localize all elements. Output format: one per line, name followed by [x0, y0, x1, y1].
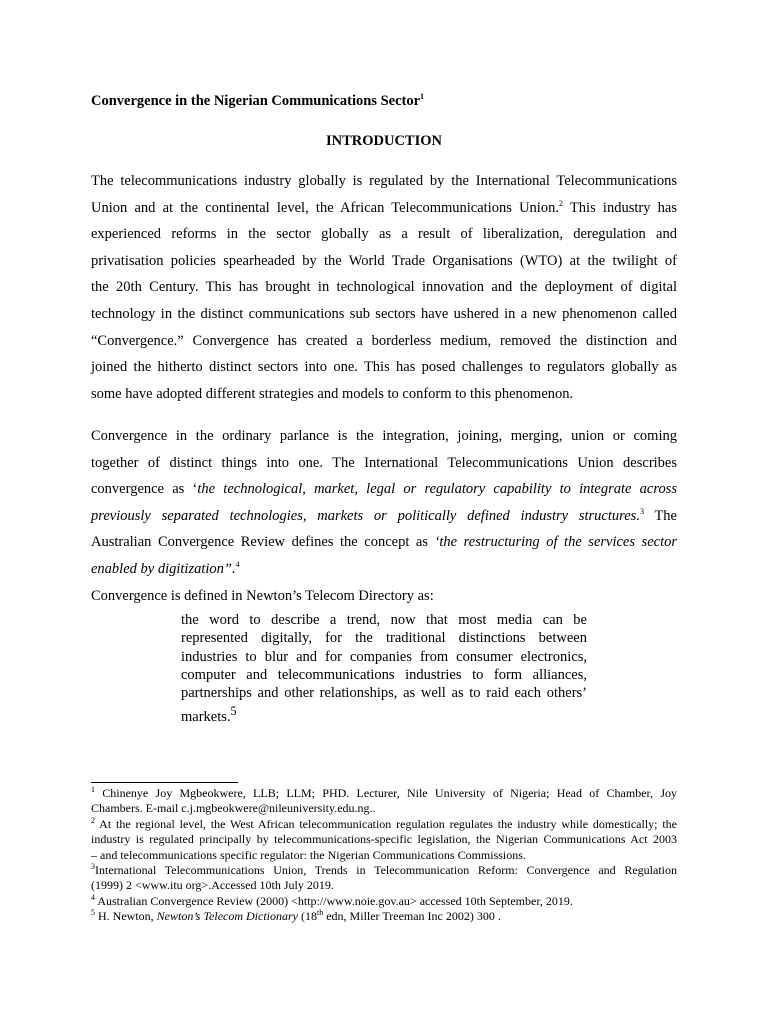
footnote-ref-1[interactable]: 1 [420, 92, 425, 102]
text-line [91, 195, 677, 222]
footnote-4 [91, 894, 677, 909]
footnote-line: – and telecommunications specific regulator: the Nigerian Communications Commissions. [91, 847, 526, 862]
footnote-number: 4 [91, 892, 95, 902]
quote-line: computer and telecommunications industries to form alliances, [181, 666, 587, 683]
paragraph-2 [91, 423, 677, 583]
footnotes [91, 786, 677, 925]
footnote-5 [91, 909, 677, 924]
text-run: Australian Convergence Review (2000) <http://www.noie.gov.au> accessed 10th September, 2019. [95, 893, 573, 908]
footnote-ref-2[interactable]: 2 [558, 198, 563, 208]
quote-line: the word to describe a trend, now that most media can be [181, 612, 587, 628]
text-run: At the regional level, the West African telecommunication regulation regulates the industry while domestically; the [95, 816, 677, 831]
quote-line: industries to blur and for companies from consumer electronics, [181, 648, 587, 665]
text-line [91, 529, 677, 556]
footnote-number: 5 [91, 908, 95, 918]
text-run: The [643, 507, 677, 524]
text-line: The telecommunications industry globally is regulated by the International Telecommunications [91, 173, 677, 189]
italic-quote: the technological, market, legal or regulatory capability to integrate across [197, 481, 678, 498]
text-run: H. Newton, [95, 909, 157, 924]
text-line: “Convergence.” Convergence has created a borderless medium, removed the distinction and [91, 332, 677, 349]
footnote-1 [91, 786, 677, 817]
paragraph-3 [91, 583, 677, 610]
footnote-line [91, 909, 677, 924]
text-line: privatisation policies spearheaded by the World Trade Organisations (WTO) at the twilight of [91, 252, 677, 269]
footnote-line: industry is regulated principally by telecommunications-specific legislation, the Nigerian Communications Act 2003 [91, 832, 677, 847]
footnote-number: 3 [91, 862, 95, 872]
footnote-line: Chambers. E-mail c.j.mgbeokwere@nileuniversity.edu.ng.. [91, 801, 376, 816]
text-run: Union and at the continental level, the African Telecommunications Union. [91, 199, 559, 216]
italic-quote: enabled by digitization”. [91, 560, 236, 577]
text-line: joined the hitherto distinct sectors into one. This has posed challenges to regulators globally as [91, 359, 677, 376]
footnote-number: 2 [91, 815, 95, 825]
quote-line: partnerships and other relationships, as well as to raid each others’ [181, 685, 587, 702]
text-run: International Telecommunications Union, Trends in Telecommunication Reform: Convergence and Regulation [95, 863, 677, 878]
text-line: some have adopted different strategies and models to conform to this phenomenon. [91, 385, 574, 402]
text-line: the 20th Century. This has brought in technological innovation and the deployment of digital [91, 279, 677, 296]
quote-line: represented digitally, for the traditional distinctions between [181, 630, 587, 647]
text-line: together of distinct things into one. The International Telecommunications Union describes [91, 454, 677, 471]
footnote-2 [91, 817, 677, 863]
quote-line [181, 702, 587, 726]
document-title [91, 93, 424, 110]
italic-quote: ‘the restructuring of the services sector [434, 534, 677, 551]
footnote-line [91, 863, 677, 878]
footnote-line [91, 817, 677, 832]
text-run: Australian Convergence Review defines the concept as [91, 534, 435, 551]
text-run: This industry has [562, 199, 678, 216]
text-line: experienced reforms in the sector globally as a result of liberalization, deregulation and [91, 226, 677, 243]
text-run: markets. [181, 709, 231, 726]
text-run: (18 [298, 909, 317, 924]
ordinal-suffix: th [317, 908, 324, 918]
block-quote [181, 611, 587, 727]
text-run: edn, Miller Treeman Inc 2002) 300 . [323, 909, 501, 924]
text-run: convergence as ‘ [91, 481, 198, 498]
text-line [91, 556, 677, 583]
footnote-ref-4[interactable]: 4 [235, 560, 240, 570]
italic-quote: previously separated technologies, markets or politically defined industry structures. [91, 507, 640, 524]
title-text: Convergence in the Nigerian Communications Sector [91, 93, 421, 109]
footnote-ref-5[interactable]: 5 [230, 704, 237, 719]
footnote-separator [91, 782, 238, 783]
footnote-line [91, 894, 677, 909]
text-line [91, 503, 677, 530]
text-line: Convergence in the ordinary parlance is the integration, joining, merging, union or coming [91, 428, 677, 444]
text-line: technology in the distinct communications sub sectors have ushered in a new phenomenon called [91, 305, 677, 322]
footnote-ref-3[interactable]: 3 [639, 506, 644, 516]
text-run: Chinenye Joy Mgbeokwere, LLB; LLM; PHD. Lecturer, Nile University of Nigeria; Head of Chamber, Joy [95, 786, 677, 800]
section-heading: INTRODUCTION [325, 133, 442, 149]
footnote-number: 1 [91, 785, 95, 794]
paragraph-1 [91, 168, 677, 407]
text-line: Convergence is defined in Newton’s Telecom Directory as: [91, 588, 434, 604]
text-line [91, 476, 677, 503]
footnote-line [91, 786, 677, 801]
footnote-3 [91, 863, 677, 894]
footnote-line: (1999) 2 <www.itu org>.Accessed 10th July 2019. [91, 878, 334, 893]
book-title: Newton’s Telecom Dictionary [156, 909, 298, 924]
